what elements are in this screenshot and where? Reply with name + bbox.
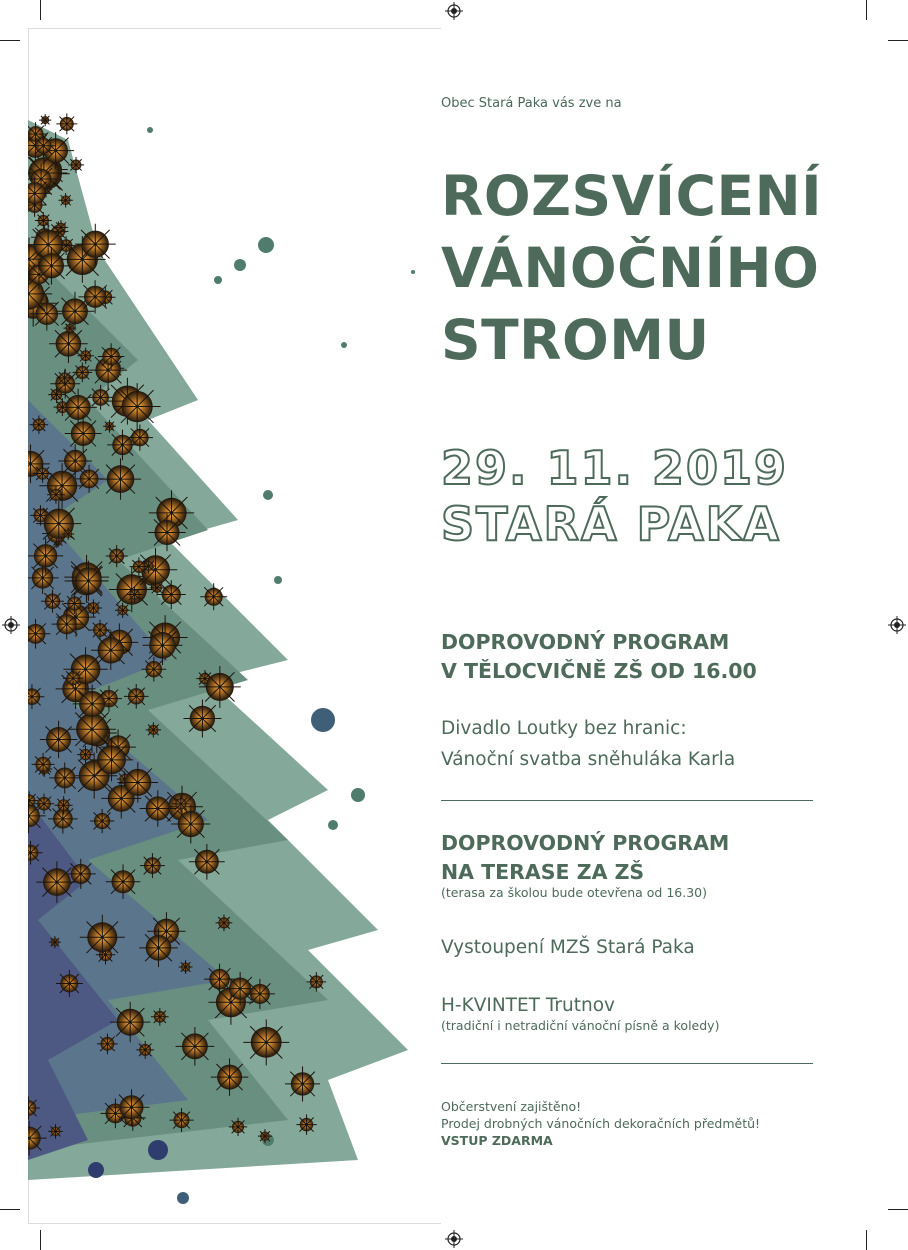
footer-line: Občerstvení zajištěno! (441, 1099, 582, 1114)
program-item: H-KVINTET Trutnov (441, 995, 615, 1016)
terrace-note: (terasa za školou bude otevřena od 16.30) (441, 885, 707, 900)
tree-light-spikes (106, 545, 128, 567)
event-place: STARÁ PAKA (441, 497, 781, 551)
event-date: 29. 11. 2019 (441, 441, 789, 495)
tree-light-spikes (103, 420, 116, 433)
tree-light-spikes (58, 193, 72, 207)
tree-light-spikes (72, 363, 92, 383)
crop-mark (0, 1209, 20, 1210)
tree-light-spikes (80, 915, 125, 960)
heading-line: DOPROVODNÝ PROGRAM (441, 630, 730, 654)
tree-light-spikes (216, 914, 233, 931)
invitation-line: Obec Stará Paka vás zve na (441, 96, 622, 111)
tree-light-spikes (139, 929, 177, 967)
tree-light-spikes (55, 796, 73, 814)
tree-light-spikes (243, 1019, 289, 1065)
tree-light-spikes (140, 790, 176, 826)
tree-light-spikes (107, 430, 138, 461)
crop-mark (0, 40, 20, 41)
heading-line: NA TERASE ZA ZŠ (441, 860, 645, 884)
tree-light-spikes (62, 528, 74, 540)
program2-heading (441, 829, 729, 887)
tree-light-spikes (56, 113, 77, 134)
tree-light-spikes (48, 1124, 62, 1138)
program1-items (441, 713, 735, 775)
program-item: Vystoupení MZŠ Stará Paka (441, 937, 695, 958)
tree-light-spikes (68, 157, 84, 173)
tree-light-spikes (91, 631, 130, 670)
crop-mark (40, 1230, 41, 1250)
tree-light-spikes (176, 1027, 215, 1066)
registration-mark-icon (445, 2, 463, 20)
crop-mark (40, 0, 41, 20)
title-line: STROMU (441, 308, 710, 372)
registration-mark-icon (888, 616, 906, 634)
tree-light-spikes (56, 370, 72, 386)
tree-light-spikes (73, 684, 112, 723)
heading-line: DOPROVODNÝ PROGRAM (441, 831, 730, 855)
title-line: VÁNOČNÍHO (441, 236, 820, 300)
tree-light-spikes (39, 114, 51, 126)
tree-light-spikes (100, 458, 141, 499)
footer-line: Prodej drobných vánočních dekoračních předmětů! (441, 1116, 761, 1131)
tree-light-spikes (36, 861, 77, 902)
registration-mark-icon (445, 1230, 463, 1248)
tree-light-spikes (33, 247, 71, 285)
tree-light-spikes (143, 625, 183, 665)
tree-light-spikes (98, 343, 125, 370)
crop-mark (866, 1230, 867, 1250)
tree-light-spikes (68, 561, 108, 601)
christmas-tree-illustration (28, 100, 418, 1220)
crop-mark (888, 1209, 908, 1210)
crop-mark (866, 0, 867, 20)
crop-mark (888, 40, 908, 41)
tree-light-spikes (35, 212, 52, 229)
program-item-note: (tradiční i netradiční vánoční písně a koledy) (441, 1018, 720, 1033)
title-line: ROZSVÍCENÍ (441, 164, 823, 228)
date-and-place (441, 440, 788, 552)
program-item: Vánoční svatba sněhuláka Karla (441, 749, 736, 770)
tree-light-spikes (211, 1058, 248, 1095)
tree-light-spikes (78, 280, 111, 313)
tree-light-spikes (33, 464, 51, 482)
divider (441, 800, 813, 801)
tree-light-spikes (114, 383, 161, 430)
tree-light-spikes (114, 1089, 150, 1125)
event-title (441, 160, 822, 376)
program1-heading (441, 628, 757, 686)
tree-light-spikes (32, 753, 55, 776)
divider (441, 1063, 813, 1064)
tree-light-spikes (146, 722, 161, 737)
admission-free: VSTUP ZDARMA (441, 1133, 553, 1148)
tree-light-spikes (97, 1033, 118, 1054)
heading-line: V TĚLOCVIČNĚ ZŠ OD 16.00 (441, 659, 757, 683)
footer-notes (441, 1098, 760, 1149)
tree-light-spikes (52, 609, 82, 639)
tree-light-spikes (49, 936, 61, 948)
tree-light-spikes (88, 385, 113, 410)
program-item: Divadlo Loutky bez hranic: (441, 718, 687, 739)
registration-mark-icon (2, 616, 20, 634)
tree-light-spikes (127, 587, 143, 603)
tree-light-spikes (229, 1118, 247, 1136)
tree-light-spikes (41, 590, 64, 613)
